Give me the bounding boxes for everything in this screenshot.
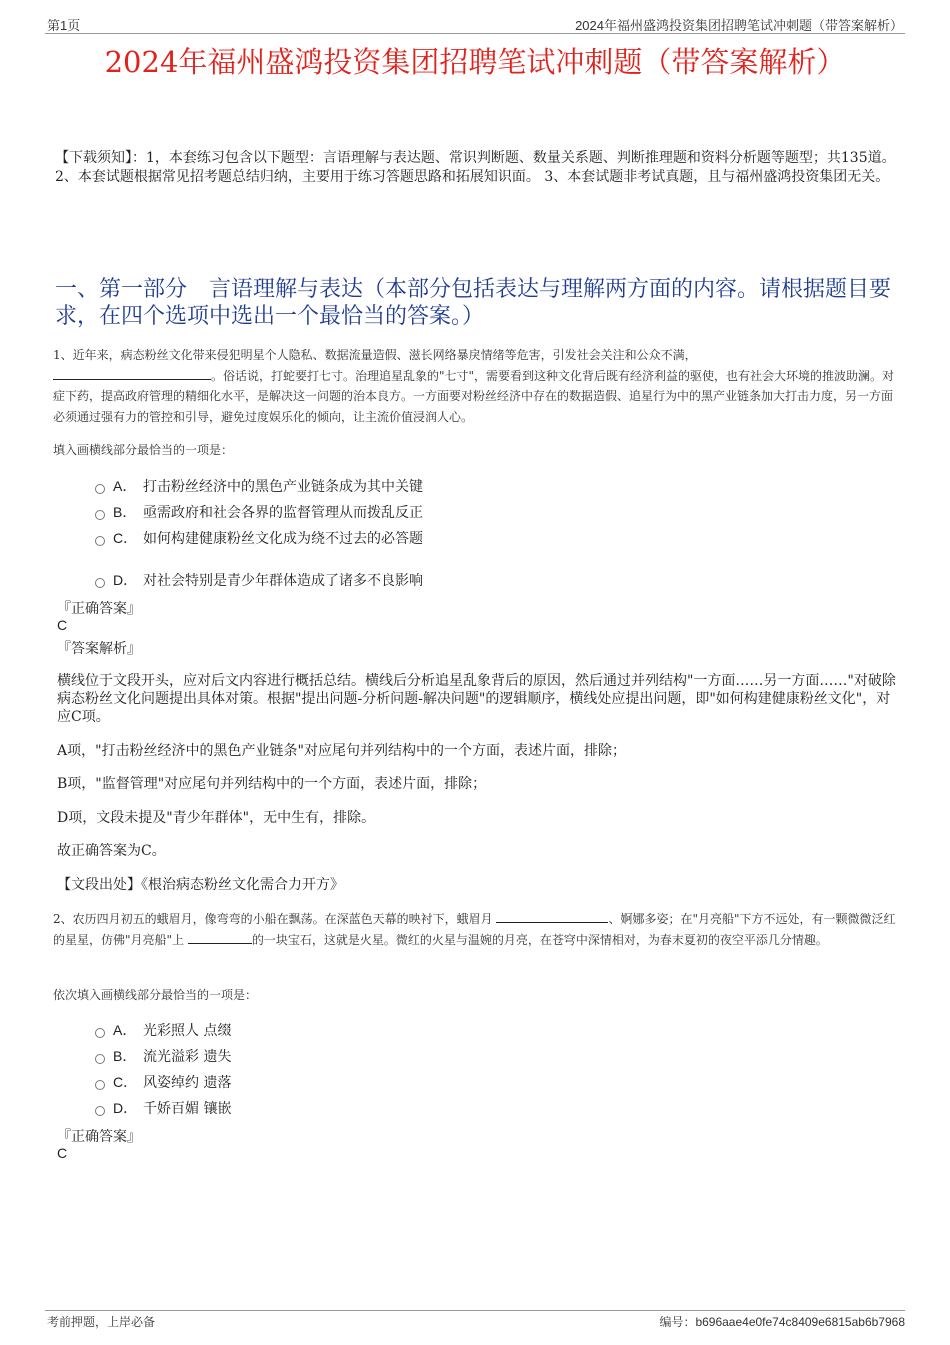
section-heading: 一、第一部分 言语理解与表达（本部分包括表达与理解两方面的内容。请根据题目要求，在四个选项中选出一个最恰当的答案。） [55,277,892,329]
q1-option-c[interactable]: C． 如何构建健康粉丝文化成为绕不过去的必答题 [95,528,423,548]
q1-answer: C [57,617,68,633]
q2-option-a[interactable]: A． 光彩照人 点缀 [95,1020,231,1040]
q1-conclusion: 故正确答案为C。 [57,843,166,859]
q1-option-a[interactable]: A． 打击粉丝经济中的黑色产业链条成为其中关键 [95,476,423,496]
q1-option-d[interactable]: D． 对社会特别是青少年群体造成了诸多不良影响 [95,570,423,590]
q1-answer-label: 『正确答案』 [57,601,141,617]
header-doc-title: 2024年福州盛鸿投资集团招聘笔试冲刺题（带答案解析） [575,18,903,33]
q1-analysis-b: B项，"监督管理"对应尾句并列结构中的一个方面，表述片面，排除； [57,776,487,792]
radio-icon[interactable] [95,578,105,588]
q2-answer: C [57,1145,68,1161]
question-1-stem [53,345,903,427]
download-notice: 【下载须知】：1，本套练习包含以下题型：言语理解与表达题、常识判断题、数量关系题、判断推理题和资料分析题等题型；共135道。 2、本套试题根据常见招考题总结归纳，主要用于练习答题思路和拓展知识面。 3、本套试题非考试真题，且与福州盛鸿投资集团无关。 [55,150,896,185]
q1-analysis-main: 横线位于文段开头，应对后文内容进行概括总结。横线后分析追星乱象背后的原因，然后通过并列结构"一方面……另一方面……"对破除病态粉丝文化问题提出具体对策。根据"提出问题-分析问题-解决问题"的逻辑顺序，横线处应提出问题，即"如何构建健康粉丝文化"，对应C项。 [57,673,896,725]
q2-option-d[interactable]: D． 千娇百媚 镶嵌 [95,1098,231,1118]
question-2-stem: 2、农历四月初五的蛾眉月，像弯弯的小船在飘荡。在深蓝色天幕的映衬下，蛾眉月 、婀娜多姿；在"月亮船"下方不远处，有一颗微微泛红的星星，仿佛"月亮船"上 的一块宝石，这就是火星。微红的火星与温婉的月亮，在苍穹中深情相对，为春末夏初的夜空平添几分情趣。 [53,912,896,947]
radio-icon[interactable] [95,1106,105,1116]
q1-blank [53,367,211,380]
footer-slogan: 考前押题，上岸必备 [47,1315,156,1329]
q2-answer-label: 『正确答案』 [57,1129,141,1145]
q1-option-b[interactable]: B． 亟需政府和社会各界的监督管理从而拨乱反正 [95,502,423,522]
radio-icon[interactable] [95,484,105,494]
header-divider [45,33,905,34]
q1-source: 【文段出处】《根治病态粉丝文化需合力开方》 [57,877,344,893]
footer-serial: 编号：b696aae4e0fe74c8409e6815ab6b7968 [659,1315,905,1329]
radio-icon[interactable] [95,510,105,520]
q1-stem-part1: 1、近年来，病态粉丝文化带来侵犯明星个人隐私、数据流量造假、滋长网络暴戾情绪等危害，引发社会关注和公众不满， [53,348,697,362]
radio-icon[interactable] [95,1054,105,1064]
radio-icon[interactable] [95,1080,105,1090]
q2-option-c[interactable]: C． 风姿绰约 遗落 [95,1072,231,1092]
q1-analysis-a: A项，"打击粉丝经济中的黑色产业链条"对应尾句并列结构中的一个方面，表述片面，排除； [57,743,626,759]
radio-icon[interactable] [95,536,105,546]
q1-analysis-d: D项，文段未提及"青少年群体"，无中生有，排除。 [57,810,376,826]
q2-prompt: 依次填入画横线部分最恰当的一项是： [53,988,258,1002]
q2-blank-1 [496,910,608,923]
page-title: 2024年福州盛鸿投资集团招聘笔试冲刺题（带答案解析） [104,45,846,79]
footer-divider [45,1310,905,1311]
page-number: 第1页 [47,18,81,33]
q1-stem-part2: 。俗话说，打蛇要打七寸。治理追星乱象的"七寸"，需要看到这种文化背后既有经济利益的驱使，也有社会大环境的推波助澜。对症下药，提高政府管理的精细化水平，是解决这一问题的治本良方。一方面要对粉丝经济中存在的数据造假、追星行为中的黑产业链条加大打击力度，另一方面必须通过强有力的管控和引导，避免过度娱乐化的倾向，让主流价值浸润人心。 [53,368,895,424]
q1-prompt: 填入画横线部分最恰当的一项是： [53,443,234,457]
radio-icon[interactable] [95,1028,105,1038]
q2-option-b[interactable]: B． 流光溢彩 遗失 [95,1046,231,1066]
q1-analysis-label: 『答案解析』 [57,641,141,657]
q2-blank-2 [188,931,252,944]
